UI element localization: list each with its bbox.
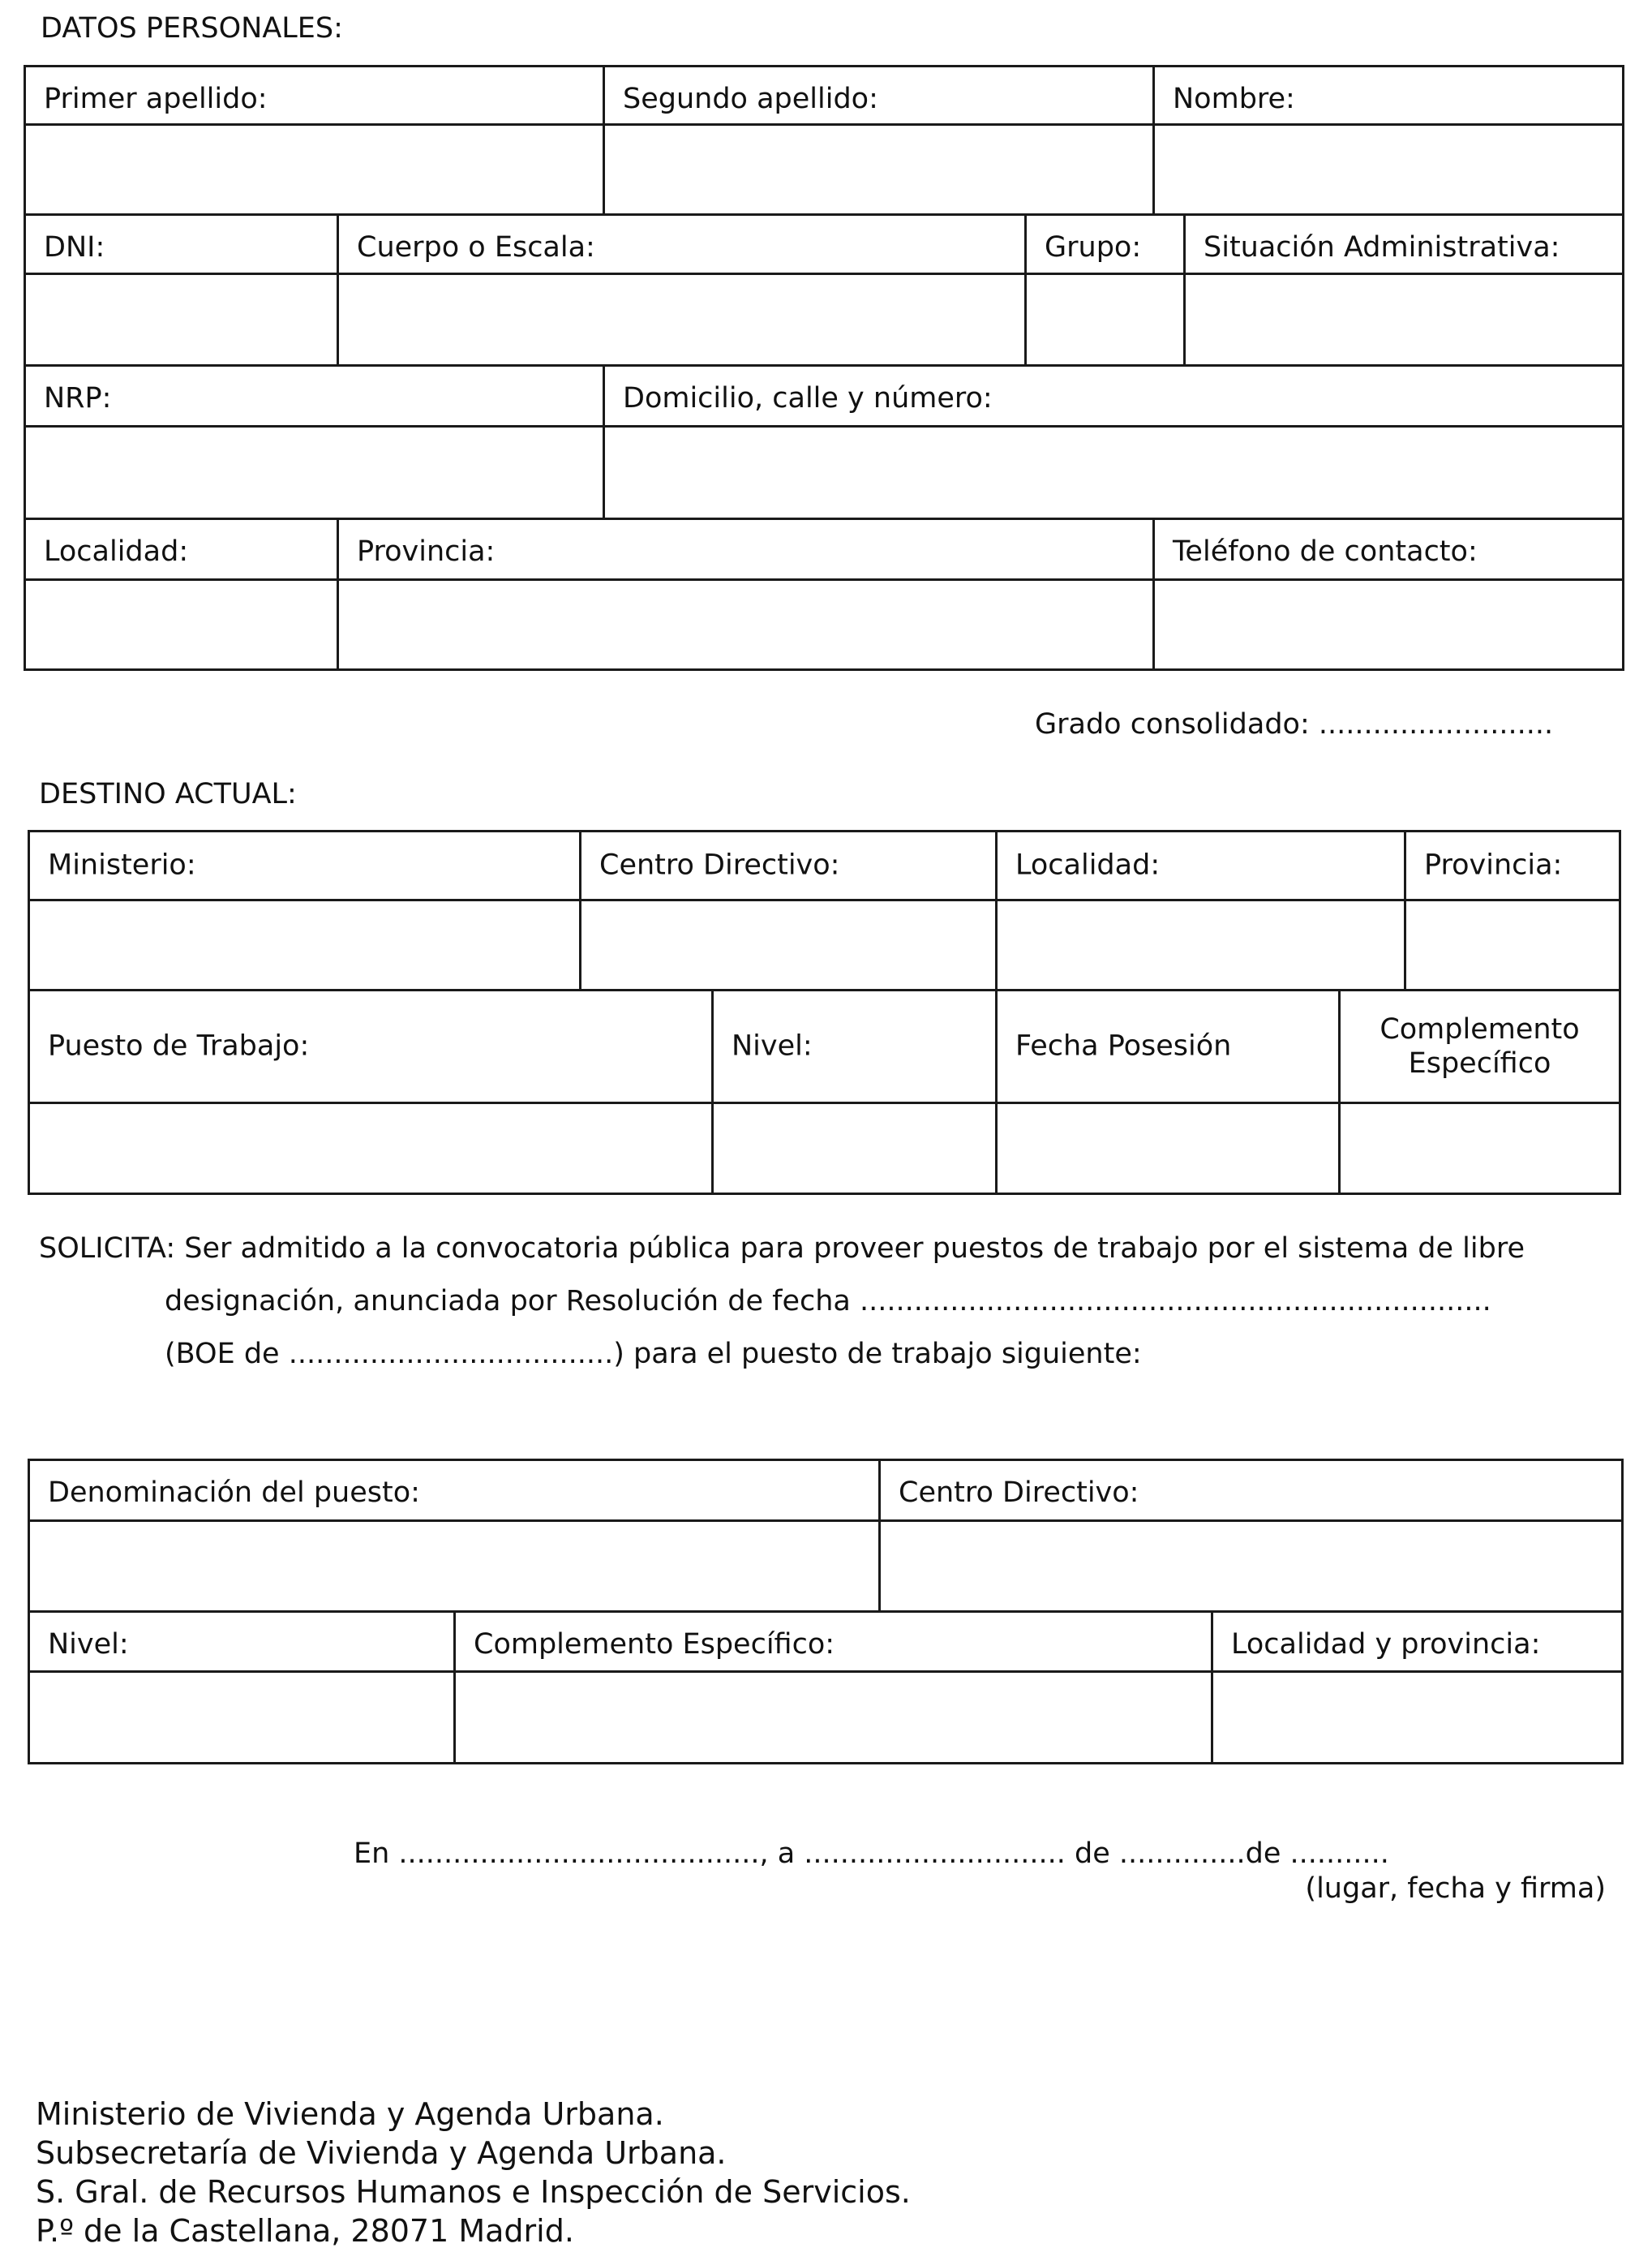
localidad-header: [24, 518, 339, 581]
telefono-header: [1152, 518, 1624, 581]
destino-heading: DESTINO ACTUAL:: [39, 778, 297, 810]
domicilio-field[interactable]: [603, 425, 1624, 520]
telefono-label: Teléfono de contacto:: [1173, 535, 1478, 568]
primer-apellido-field[interactable]: [24, 123, 605, 216]
ministerio-header: [28, 830, 581, 901]
puesto-complemento-label: Complemento Específico:: [474, 1628, 835, 1661]
signature-line: En ........................................, a ............................. de ..............de ...........: [354, 1837, 1389, 1870]
nrp-field[interactable]: [24, 425, 605, 520]
denominacion-header: [28, 1459, 881, 1522]
destino-nivel-field[interactable]: [711, 1102, 998, 1195]
localidad-field[interactable]: [24, 578, 339, 671]
puesto-trabajo-header: [28, 989, 714, 1104]
provincia-field[interactable]: [337, 578, 1155, 671]
segundo-apellido-field[interactable]: [603, 123, 1155, 216]
puesto-centro-label: Centro Directivo:: [899, 1476, 1139, 1509]
localidad-label: Localidad:: [44, 535, 189, 568]
address-line-3: S. Gral. de Recursos Humanos e Inspección de Servicios.: [36, 2174, 911, 2210]
denominacion-field[interactable]: [28, 1519, 881, 1613]
domicilio-label: Domicilio, calle y número:: [623, 382, 993, 415]
solicita-line-1: SOLICITA: Ser admitido a la convocatoria pública para proveer puestos de trabajo por el sistema de libre: [39, 1232, 1525, 1265]
fecha-posesion-label: Fecha Posesión: [1015, 1029, 1232, 1063]
segundo-apellido-header: [603, 65, 1155, 126]
destino-complemento-header: [1338, 989, 1621, 1104]
address-line-2: Subsecretaría de Vivienda y Agenda Urbana.: [36, 2135, 727, 2171]
destino-nivel-label: Nivel:: [732, 1029, 813, 1063]
telefono-field[interactable]: [1152, 578, 1624, 671]
fecha-posesion-header: [995, 989, 1341, 1104]
fecha-posesion-field[interactable]: [995, 1102, 1341, 1195]
destino-centro-header: [579, 830, 998, 901]
grado-consolidado: Grado consolidado: ..........................: [1035, 708, 1554, 741]
provincia-header: [337, 518, 1155, 581]
domicilio-header: [603, 364, 1624, 428]
nombre-label: Nombre:: [1173, 83, 1295, 115]
destino-nivel-header: [711, 989, 998, 1104]
solicita-line-2: designación, anunciada por Resolución de fecha ......................................................................: [165, 1285, 1491, 1317]
puesto-trabajo-label: Puesto de Trabajo:: [48, 1029, 310, 1063]
situacion-label: Situación Administrativa:: [1204, 231, 1560, 264]
cuerpo-label: Cuerpo o Escala:: [357, 231, 595, 264]
grupo-header: [1024, 213, 1186, 275]
grupo-label: Grupo:: [1045, 231, 1142, 264]
dni-label: DNI:: [44, 231, 105, 264]
situacion-field[interactable]: [1183, 273, 1624, 367]
nrp-label: NRP:: [44, 382, 112, 415]
primer-apellido-header: [24, 65, 605, 126]
personal-heading: DATOS PERSONALES:: [41, 12, 343, 45]
primer-apellido-label: Primer apellido:: [44, 83, 268, 115]
cuerpo-header: [337, 213, 1027, 275]
destino-centro-label: Centro Directivo:: [599, 849, 840, 882]
solicita-line-3: (BOE de ....................................) para el puesto de trabajo siguiente:: [165, 1338, 1142, 1370]
situacion-header: [1183, 213, 1624, 275]
nrp-header: [24, 364, 605, 428]
ministerio-label: Ministerio:: [48, 849, 196, 882]
destino-centro-field[interactable]: [579, 899, 998, 991]
destino-localidad-header: [995, 830, 1406, 901]
puesto-nivel-field[interactable]: [28, 1670, 456, 1764]
puesto-complemento-field[interactable]: [453, 1670, 1213, 1764]
puesto-trabajo-field[interactable]: [28, 1102, 714, 1195]
puesto-nivel-header: [28, 1610, 456, 1673]
ministerio-field[interactable]: [28, 899, 581, 991]
address-line-4: P.º de la Castellana, 28071 Madrid.: [36, 2213, 574, 2249]
puesto-complemento-header: [453, 1610, 1213, 1673]
destino-complemento-label: Complemento Específico: [1380, 1013, 1580, 1080]
puesto-centro-field[interactable]: [878, 1519, 1624, 1613]
destino-localidad-field[interactable]: [995, 899, 1406, 991]
denominacion-label: Denominación del puesto:: [48, 1476, 420, 1509]
destino-complemento-field[interactable]: [1338, 1102, 1621, 1195]
destino-provincia-label: Provincia:: [1424, 849, 1563, 882]
provincia-label: Provincia:: [357, 535, 496, 568]
puesto-centro-header: [878, 1459, 1624, 1522]
nombre-header: [1152, 65, 1624, 126]
puesto-nivel-label: Nivel:: [48, 1628, 129, 1661]
segundo-apellido-label: Segundo apellido:: [623, 83, 878, 115]
destino-provincia-field[interactable]: [1404, 899, 1621, 991]
puesto-localidad-field[interactable]: [1211, 1670, 1624, 1764]
dni-field[interactable]: [24, 273, 339, 367]
puesto-localidad-header: [1211, 1610, 1624, 1673]
grupo-field[interactable]: [1024, 273, 1186, 367]
destino-localidad-label: Localidad:: [1015, 849, 1161, 882]
destino-provincia-header: [1404, 830, 1621, 901]
address-line-1: Ministerio de Vivienda y Agenda Urbana.: [36, 2096, 664, 2132]
signature-caption: (lugar, fecha y firma): [1305, 1872, 1606, 1905]
dni-header: [24, 213, 339, 275]
nombre-field[interactable]: [1152, 123, 1624, 216]
cuerpo-field[interactable]: [337, 273, 1027, 367]
puesto-localidad-label: Localidad y provincia:: [1231, 1628, 1541, 1661]
